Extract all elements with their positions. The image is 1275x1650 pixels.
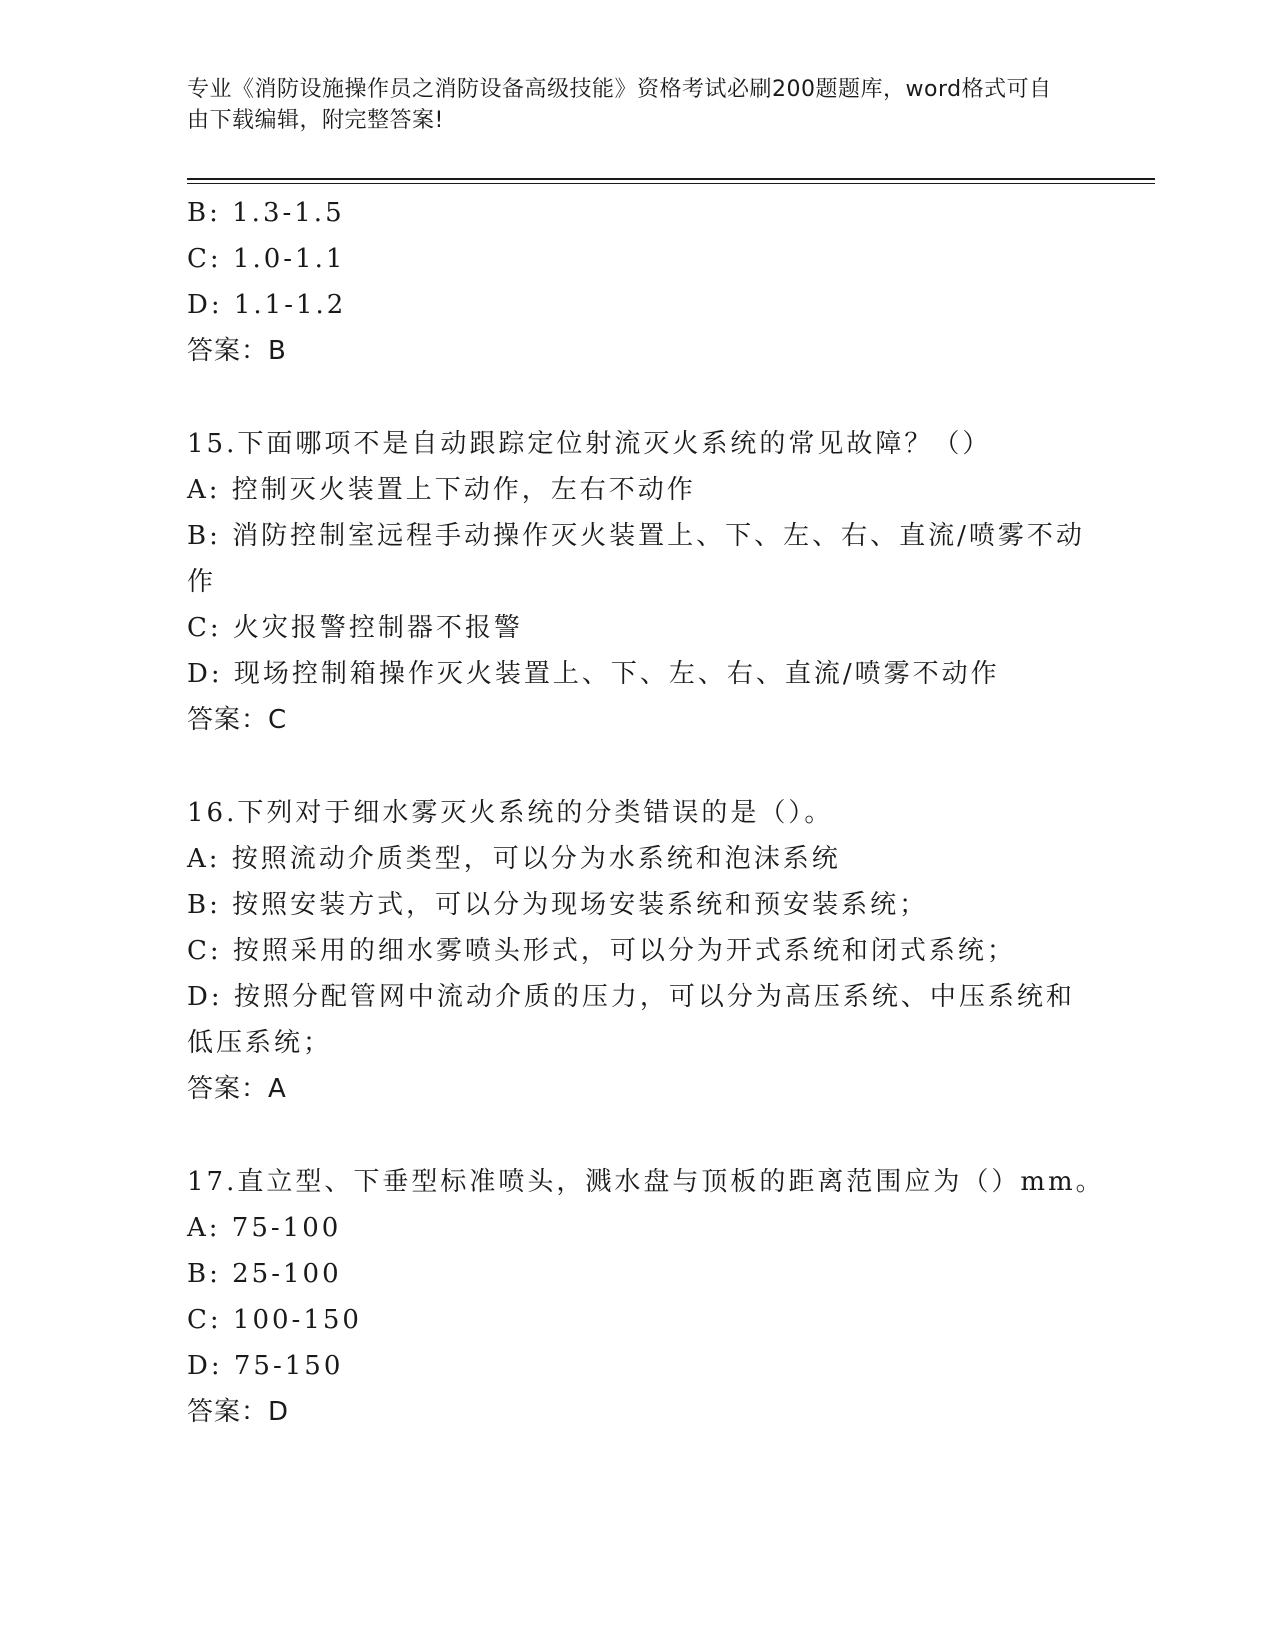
q15-option-c: C: 火灾报警控制器不报警 <box>187 613 523 643</box>
q15-question: 15.下面哪项不是自动跟踪定位射流灭火系统的常见故障？（） <box>187 429 992 459</box>
q16-option-a: A: 按照流动介质类型，可以分为水系统和泡沫系统 <box>187 844 841 874</box>
q16-option-c: C: 按照采用的细水雾喷头形式，可以分为开式系统和闭式系统； <box>187 936 1016 966</box>
q16-option-b: B: 按照安装方式，可以分为现场安装系统和预安装系统； <box>187 890 929 920</box>
question-list <box>187 190 1105 1435</box>
q14-option-b: B: 1.3-1.5 <box>187 198 345 228</box>
header-divider-thin <box>187 183 1155 184</box>
q17-question: 17.直立型、下垂型标准喷头，溅水盘与顶板的距离范围应为（）mm。 <box>187 1167 1105 1197</box>
question-17-block <box>187 1159 1105 1435</box>
q15-option-a: A: 控制灭火装置上下动作，左右不动作 <box>187 475 696 505</box>
q15-option-b: B: 消防控制室远程手动操作灭火装置上、下、左、右、直流/喷雾不动作 <box>187 521 1085 597</box>
question-15-block <box>187 421 1087 743</box>
q16-option-d: D: 按照分配管网中流动介质的压力，可以分为高压系统、中压系统和低压系统； <box>187 982 1075 1058</box>
document-header: 专业《消防设施操作员之消防设备高级技能》资格考试必刷200题题库，word格式可自由下载编辑，附完整答案! <box>187 77 1052 133</box>
q14-option-c: C: 1.0-1.1 <box>187 244 346 274</box>
q16-answer: 答案：A <box>187 1074 287 1104</box>
q16-question: 16.下列对于细水雾灭火系统的分类错误的是（）。 <box>187 798 834 828</box>
question-14-block <box>187 190 1087 374</box>
q17-answer: 答案：D <box>187 1397 290 1427</box>
header-divider-thick <box>187 178 1155 180</box>
q17-option-d: D: 75-150 <box>187 1351 344 1381</box>
question-16-block <box>187 790 1087 1112</box>
q14-option-d: D: 1.1-1.2 <box>187 290 347 320</box>
q15-option-d: D: 现场控制箱操作灭火装置上、下、左、右、直流/喷雾不动作 <box>187 659 1000 689</box>
q17-option-b: B: 25-100 <box>187 1259 342 1289</box>
q17-option-c: C: 100-150 <box>187 1305 362 1335</box>
q17-option-a: A: 75-100 <box>187 1213 342 1243</box>
q14-answer: 答案：B <box>187 336 287 366</box>
q15-answer: 答案：C <box>187 705 288 735</box>
